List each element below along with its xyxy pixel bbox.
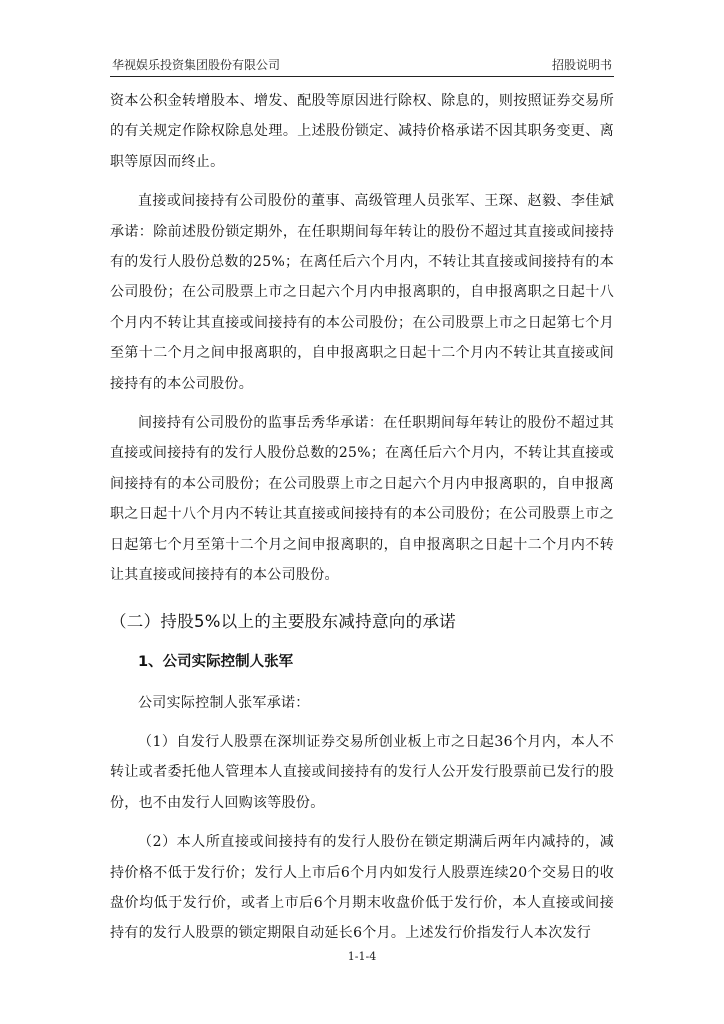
header-company-name: 华视娱乐投资集团股份有限公司 — [112, 58, 281, 72]
page-number: 1-1-4 — [347, 950, 377, 963]
subsection-heading: 1、公司实际控制人张军 — [138, 653, 294, 670]
header-document-type: 招股说明书 — [551, 58, 612, 72]
page-header — [110, 56, 614, 77]
paragraph-commitment-1: （1）自发行人股票在深圳证券交易所创业板上市之日起36个月内，本人不转让或者委托他人管理本人直接或间接持有的发行人公开发行股票前已发行的股份，也不由发行人回购该等股份。 — [110, 733, 614, 811]
section-heading: （二）持股5%以上的主要股东减持意向的承诺 — [110, 611, 456, 631]
paragraph-directors-commitment: 直接或间接持有公司股份的董事、高级管理人员张军、王琛、赵毅、李佳斌承诺：除前述股份锁定期外，在任职期间每年转让的股份不超过其直接或间接持有的发行人股份总数的25%；在离任后六个月内，不转让其直接或间接持有的本公司股份；在公司股票上市之日起六个月内申报离职的，自申报离职之日起十八个月内不转让其直接或间接持有的本公司股份；在公司股票上市之日起第七个月至第十二个月之间申报离职的，自申报离职之日起十二个月内不转让其直接或间接持有的本公司股份。 — [110, 193, 614, 392]
paragraph-controller-intro: 公司实际控制人张军承诺： — [138, 694, 310, 711]
document-body — [110, 86, 614, 949]
paragraph-continuation: 资本公积金转增股本、增发、配股等原因进行除权、除息的，则按照证券交易所的有关规定作除权除息处理。上述股份锁定、减持价格承诺不因其职务变更、离职等原因而终止。 — [110, 93, 614, 170]
paragraph-supervisor-commitment: 间接持有公司股份的监事岳秀华承诺：在任职期间每年转让的股份不超过其直接或间接持有的发行人股份总数的25%；在离任后六个月内，不转让其直接或间接持有的本公司股份；在公司股票上市之日起六个月内申报离职的，自申报离职之日起十八个月内不转让其直接或间接持有的本公司股份；在公司股票上市之日起第七个月至第十二个月之间申报离职的，自申报离职之日起十二个月内不转让其直接或间接持有的本公司股份。 — [110, 415, 614, 584]
paragraph-commitment-2: （2）本人所直接或间接持有的发行人股份在锁定期满后两年内减持的，减持价格不低于发行价；发行人上市后6个月内如发行人股票连续20个交易日的收盘价均低于发行价，或者上市后6个月期末收盘价低于发行价，本人直接或间接持有的发行人股票的锁定期限自动延长6个月。上述发行价指发行人本次发行 — [110, 834, 614, 942]
